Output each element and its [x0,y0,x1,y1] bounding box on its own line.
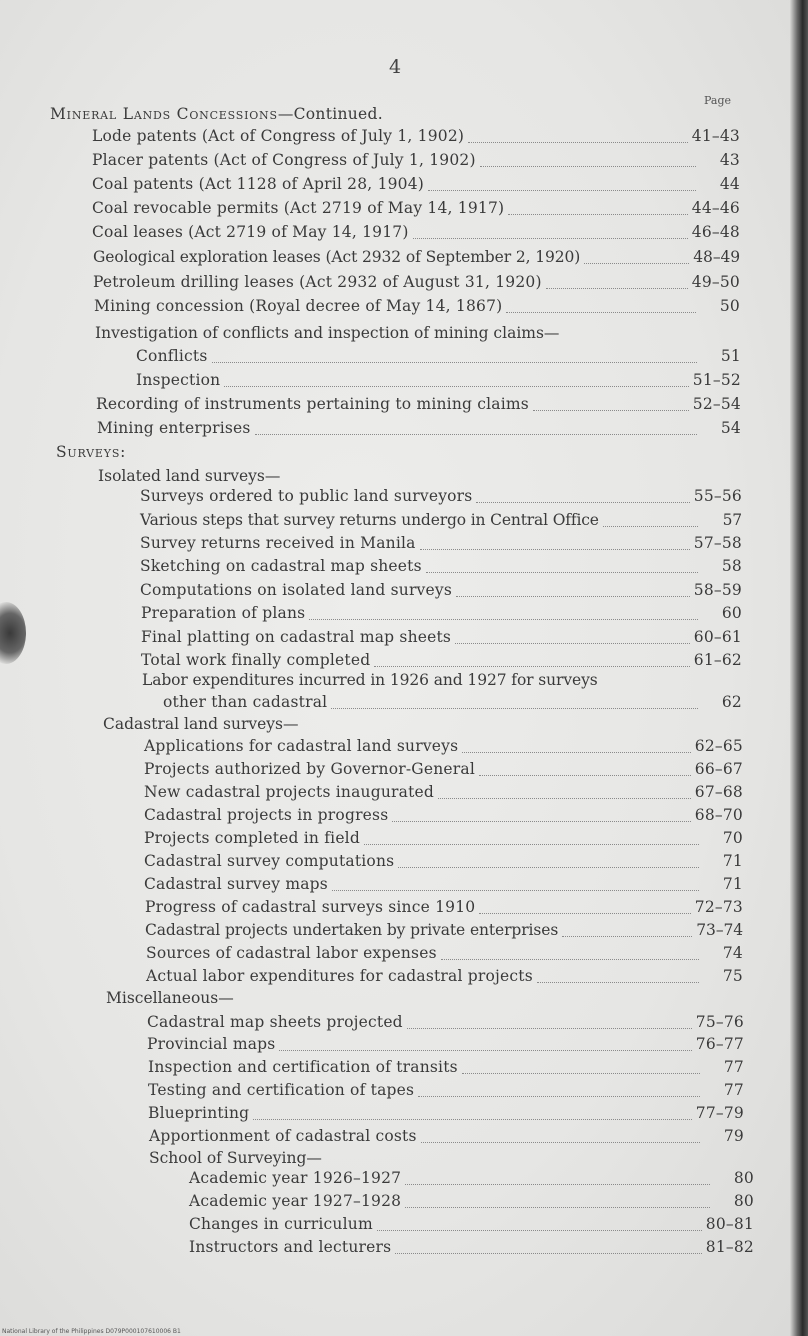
toc-entry: Coal leases (Act 2719 of May 14, 1917) 46–48 [92,223,740,241]
toc-entry: Progress of cadastral surveys since 1910 72–73 [145,898,743,916]
toc-entry: Mining concession (Royal decree of May 14, 1867) 50 [94,297,740,315]
toc-entry: Cadastral projects in progress 68–70 [144,806,743,824]
toc-entry: Cadastral survey computations 71 [144,852,743,870]
section-title: Mineral Lands Concessions [50,105,278,123]
toc-entry: Cadastral projects undertaken by private enterprises 73–74 [145,921,743,939]
toc-entry: Inspection and certification of transits 77 [148,1058,744,1076]
toc-entry: Instructors and lecturers 81–82 [189,1238,754,1256]
page-column-header: Page [704,94,732,107]
toc-entry: Various steps that survey returns undergo in Central Office 57 [140,511,742,529]
section-heading-mineral-lands [50,104,383,124]
toc-entry: Coal patents (Act 1128 of April 28, 1904) 44 [92,175,740,193]
toc-entry: other than cadastral 62 [163,693,742,711]
toc-entry: Recording of instruments pertaining to mining claims 52–54 [96,395,741,413]
toc-entry: Surveys ordered to public land surveyors 55–56 [140,487,742,505]
toc-entry: Academic year 1926–1927 80 [189,1169,754,1187]
toc-entry: Petroleum drilling leases (Act 2932 of August 31, 1920) 49–50 [93,273,740,291]
subsection-heading-misc: Miscellaneous— [106,989,234,1007]
toc-entry: Total work finally completed 61–62 [141,651,742,669]
toc-entry: Preparation of plans 60 [141,604,742,622]
toc-entry: Sketching on cadastral map sheets 58 [140,557,742,575]
thumb-smudge [0,602,26,664]
toc-entry-labor-line1: Labor expenditures incurred in 1926 and 1927 for surveys [142,671,598,689]
toc-entry: Applications for cadastral land surveys 62–65 [144,737,743,755]
toc-entry: New cadastral projects inaugurated 67–68 [144,783,743,801]
toc-entry: Changes in curriculum 80–81 [189,1215,754,1233]
toc-entry: Apportionment of cadastral costs 79 [149,1127,744,1145]
toc-entry: Cadastral map sheets projected 75–76 [147,1013,744,1031]
subsection-heading-school: School of Surveying— [149,1149,322,1167]
toc-entry: Academic year 1927–1928 80 [189,1192,754,1210]
toc-entry: Cadastral survey maps 71 [144,875,743,893]
toc-entry: Coal revocable permits (Act 2719 of May 14, 1917) 44–46 [92,199,740,217]
toc-entry: Mining enterprises 54 [97,419,741,437]
toc-entry: Provincial maps 76–77 [147,1035,744,1053]
toc-entry: Computations on isolated land surveys 58–59 [140,581,742,599]
section-heading-surveys: Surveys: [56,443,127,461]
toc-entry: Blueprinting 77–79 [148,1104,744,1122]
toc-entry: Geological exploration leases (Act 2932 of September 2, 1920) 48–49 [93,248,740,266]
book-spine [790,0,808,1336]
toc-entry: Projects completed in field 70 [144,829,743,847]
subsection-heading-isolated: Isolated land surveys— [98,467,281,485]
subsection-heading-investigation: Investigation of conflicts and inspection of mining claims— [95,324,560,342]
toc-entry: Conflicts 51 [136,347,741,365]
toc-entry: Inspection 51–52 [136,371,741,389]
toc-entry: Projects authorized by Governor-General 66–67 [144,760,743,778]
toc-entry: Lode patents (Act of Congress of July 1, 1902) 41–43 [92,127,740,145]
section-title-suffix: —Continued. [277,105,383,123]
toc-entry: Survey returns received in Manila 57–58 [140,534,742,552]
toc-entry: Sources of cadastral labor expenses 74 [146,944,743,962]
toc-entry: Final platting on cadastral map sheets 60–61 [141,628,742,646]
archive-footer: National Library of the Philippines D079P000107610006 B1 [2,1328,181,1335]
subsection-heading-cadastral: Cadastral land surveys— [103,715,299,733]
toc-entry: Actual labor expenditures for cadastral projects 75 [146,967,743,985]
toc-entry: Testing and certification of tapes 77 [148,1081,744,1099]
toc-entry: Placer patents (Act of Congress of July 1, 1902) 43 [92,151,740,169]
page-number: 4 [388,56,402,78]
